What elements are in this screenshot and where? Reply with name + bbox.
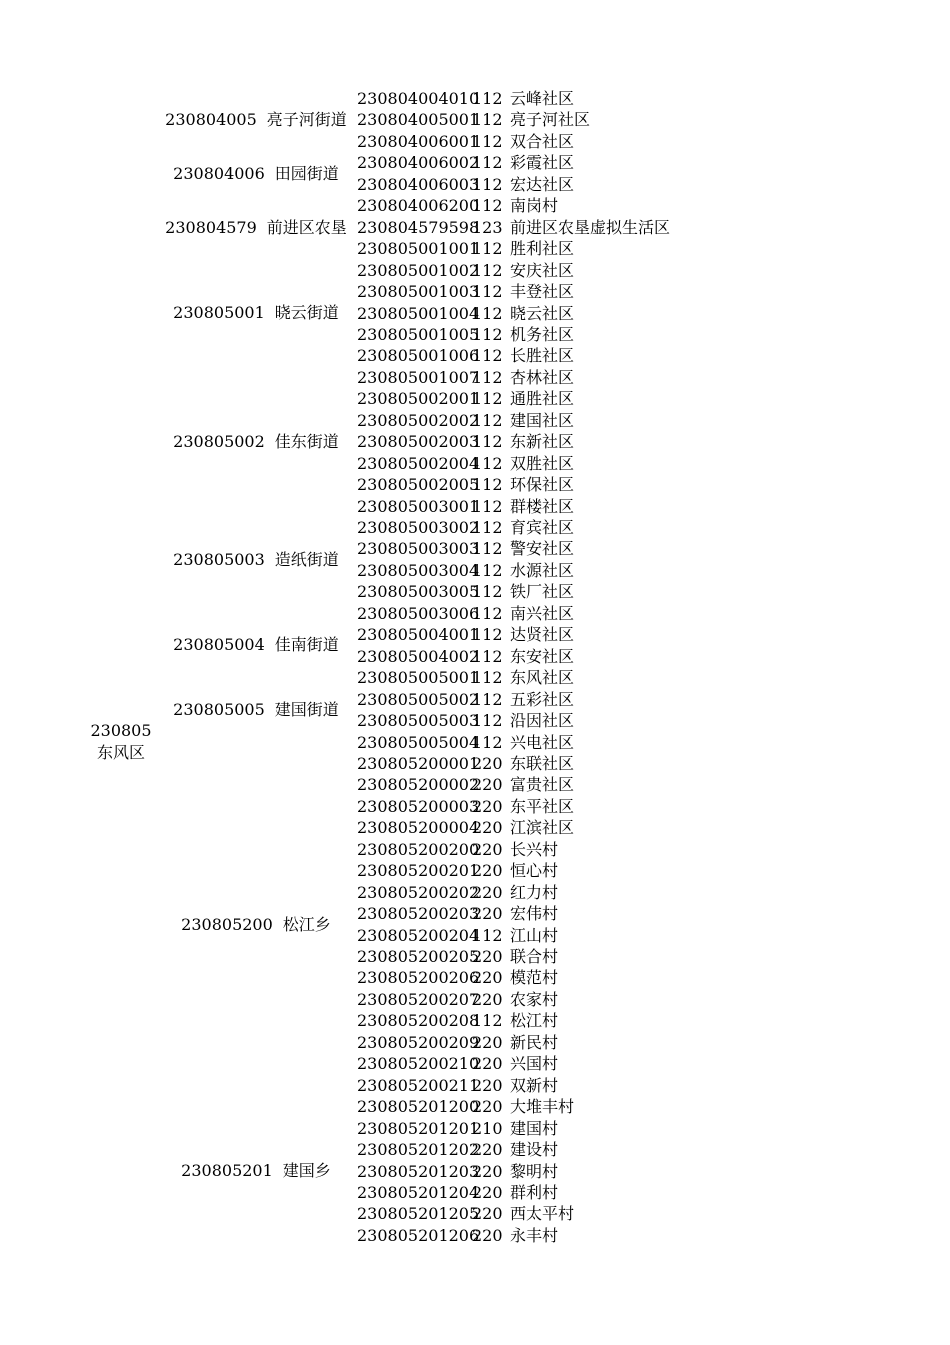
community-code: 230805201200 [357,1097,480,1117]
community-name: 南岗村 [510,196,559,216]
community-code: 230805201204 [357,1182,480,1202]
community-name: 联合村 [510,947,559,966]
subdistrict-label [160,624,352,667]
urban-rural-type: 112 [472,518,503,537]
urban-rural-type: 112 [472,174,503,194]
subdistrict-label [160,238,352,388]
community-code: 230805200204 [357,925,480,945]
urban-rural-type: 220 [472,775,503,795]
table-row [357,1225,558,1246]
urban-rural-type: 220 [472,1054,503,1074]
community-code: 230805005002 [357,689,480,709]
community-code: 230805001002 [357,260,480,280]
table-row [357,388,574,409]
urban-rural-type: 220 [472,968,503,988]
district-label [80,720,162,764]
subdistrict-name: 田园街道 [274,163,339,183]
table-row [357,689,574,710]
subdistrict-label [160,109,352,130]
urban-rural-type: 112 [472,453,503,473]
table-row [357,753,574,774]
table-row [357,989,558,1010]
community-code: 230805005004 [357,732,480,752]
table-row [357,882,558,903]
community-code: 230805200003 [357,796,480,816]
subdistrict-code: 230805005 [173,700,265,720]
table-row [357,217,670,238]
urban-rural-type: 112 [472,303,503,323]
urban-rural-type: 112 [472,496,503,516]
community-code: 230805004002 [357,646,480,666]
community-code: 230805200206 [357,968,480,988]
table-row [357,195,558,216]
subdistrict-code: 230805002 [173,432,265,452]
community-code: 230804579598 [357,217,480,237]
community-name: 西太平村 [510,1204,575,1224]
table-row [357,732,574,753]
urban-rural-type: 220 [472,1140,503,1160]
community-name: 达贤社区 [510,625,575,645]
community-code: 230804006200 [357,196,480,216]
table-row [357,260,574,281]
community-code: 230804005001 [357,110,480,130]
urban-rural-type: 210 [472,1118,503,1138]
subdistrict-label [160,1096,352,1246]
urban-rural-type: 112 [472,475,503,495]
urban-rural-type: 112 [472,1011,503,1031]
table-row [357,946,558,967]
table-row [357,860,558,881]
community-code: 230805200202 [357,882,480,902]
subdistrict-name: 建国乡 [282,1161,331,1181]
community-name: 五彩社区 [510,689,575,709]
subdistrict-name: 佳南街道 [274,635,339,655]
community-code: 230805201206 [357,1225,480,1245]
community-code: 230805201203 [357,1161,480,1181]
urban-rural-type: 112 [472,282,503,302]
urban-rural-type: 112 [472,668,503,688]
urban-rural-type: 220 [472,1161,503,1181]
subdistrict-label [160,217,352,238]
urban-rural-type: 112 [472,153,503,173]
urban-rural-type: 112 [472,539,503,559]
community-code: 230804006002 [357,153,480,173]
urban-rural-type: 112 [472,260,503,280]
community-name: 亮子河社区 [510,110,591,130]
table-row [357,131,574,152]
table-row [357,431,574,452]
table-row [357,1139,558,1160]
urban-rural-type: 112 [472,410,503,430]
urban-rural-type: 112 [472,389,503,409]
table-row [357,560,574,581]
community-code: 230805003002 [357,518,480,537]
subdistrict-code: 230804005 [165,110,257,130]
urban-rural-type: 220 [472,947,503,966]
community-name: 群楼社区 [510,496,575,516]
subdistrict-label [160,131,352,217]
table-row [357,581,574,602]
community-name: 兴国村 [510,1054,559,1074]
urban-rural-type: 112 [472,646,503,666]
table-row [357,109,590,130]
urban-rural-type: 220 [472,796,503,816]
urban-rural-type: 112 [472,432,503,452]
subdistrict-code: 230805201 [181,1161,273,1181]
table-row [357,839,558,860]
community-name: 晓云社区 [510,303,575,323]
urban-rural-type: 112 [472,560,503,580]
community-code: 230805002004 [357,453,480,473]
subdistrict-label [160,753,352,1096]
community-code: 230805201205 [357,1204,480,1224]
community-name: 建设村 [510,1140,559,1160]
community-name: 黎明村 [510,1161,559,1181]
community-name: 双合社区 [510,131,575,151]
district-name: 东风区 [96,743,145,763]
table-row [357,710,574,731]
subdistrict-label [160,388,352,495]
community-name: 东新社区 [510,432,575,452]
community-code: 230804006003 [357,174,480,194]
table-row [357,281,574,302]
table-row [357,1118,558,1139]
community-name: 宏达社区 [510,174,575,194]
community-code: 230805003005 [357,582,480,602]
community-name: 东联社区 [510,753,575,773]
table-row [357,410,574,431]
community-name: 东安社区 [510,646,575,666]
urban-rural-type: 220 [472,753,503,773]
community-code: 230805005001 [357,668,480,688]
subdistrict-code: 230804006 [173,163,265,183]
community-name: 长胜社区 [510,346,575,366]
urban-rural-type: 220 [472,1225,503,1245]
community-code: 230805002005 [357,475,480,495]
community-name: 农家村 [510,989,559,1009]
community-name: 东风社区 [510,668,575,688]
community-code: 230805200200 [357,839,480,859]
community-code: 230805200208 [357,1011,480,1031]
community-name: 双胜社区 [510,453,575,473]
table-row [357,624,574,645]
community-code: 230805200209 [357,1032,480,1052]
urban-rural-type: 112 [472,925,503,945]
subdistrict-code: 230805001 [173,303,265,323]
urban-rural-type: 220 [472,989,503,1009]
table-row [357,796,574,817]
table-row [357,345,574,366]
community-name: 彩霞社区 [510,153,575,173]
community-code: 230805001006 [357,346,480,366]
table-row [357,453,574,474]
subdistrict-code: 230805200 [181,914,273,934]
subdistrict-name: 佳东街道 [274,432,339,452]
community-code: 230805002003 [357,432,480,452]
community-code: 230805001004 [357,303,480,323]
community-name: 大堆丰村 [510,1097,575,1117]
community-name: 胜利社区 [510,239,575,259]
community-name: 环保社区 [510,475,575,495]
community-name: 富贵社区 [510,775,575,795]
community-code: 230805002001 [357,389,480,409]
urban-rural-type: 112 [472,131,503,151]
community-name: 水源社区 [510,560,575,580]
table-row [357,817,574,838]
community-name: 铁厂社区 [510,582,575,602]
table-row [357,967,558,988]
table-row [357,603,574,624]
community-code: 230805001003 [357,282,480,302]
community-code: 230805200004 [357,818,480,838]
community-name: 长兴村 [510,839,559,859]
table-row [357,1161,558,1182]
subdistrict-label [160,496,352,625]
table-row [357,903,558,924]
community-name: 前进区农垦虚拟生活区 [510,217,671,237]
table-row [357,174,574,195]
community-code: 230805200207 [357,989,480,1009]
table-row [357,517,574,538]
urban-rural-type: 112 [472,582,503,602]
community-code: 230805201202 [357,1140,480,1160]
urban-rural-type: 112 [472,346,503,366]
community-code: 230805004001 [357,625,480,645]
community-code: 230805200211 [357,1075,480,1095]
community-name: 丰登社区 [510,282,575,302]
subdistrict-label [160,667,352,753]
community-name: 恒心村 [510,861,559,881]
community-code: 230805200205 [357,947,480,966]
community-code: 230805001005 [357,324,480,344]
community-name: 建国社区 [510,410,575,430]
community-name: 安庆社区 [510,260,575,280]
community-name: 沿因社区 [510,711,575,731]
community-code: 230805200002 [357,775,480,795]
table-row [357,1203,574,1224]
community-code: 230805200203 [357,904,480,924]
urban-rural-type: 112 [472,89,503,108]
table-row [357,1096,574,1117]
community-code: 230805003003 [357,539,480,559]
table-row [357,1010,558,1031]
urban-rural-type: 112 [472,732,503,752]
community-code: 230805001001 [357,239,480,259]
urban-rural-type: 220 [472,1204,503,1224]
urban-rural-type: 220 [472,839,503,859]
urban-rural-type: 220 [472,818,503,838]
subdistrict-code: 230805004 [173,635,265,655]
table-row [357,303,574,324]
table-row [357,1032,558,1053]
table-row [357,474,574,495]
subdistrict-name: 造纸街道 [274,549,339,569]
table-row [357,88,574,109]
urban-rural-type: 112 [472,239,503,259]
community-code: 230805005003 [357,711,480,731]
urban-rural-type: 220 [472,904,503,924]
table-row [357,496,574,517]
urban-rural-type: 220 [472,1182,503,1202]
community-code: 230804004010 [357,89,480,108]
subdistrict-name: 建国街道 [274,700,339,720]
community-name: 东平社区 [510,796,575,816]
subdistrict-name: 亮子河街道 [266,110,347,130]
community-code: 230805200210 [357,1054,480,1074]
urban-rural-type: 220 [472,1075,503,1095]
subdistrict-code: 230805003 [173,549,265,569]
urban-rural-type: 112 [472,324,503,344]
community-name: 南兴社区 [510,603,575,623]
urban-rural-type: 112 [472,711,503,731]
community-name: 松江村 [510,1011,559,1031]
table-row [357,774,574,795]
urban-rural-type: 123 [472,217,503,237]
urban-rural-type: 112 [472,367,503,387]
community-name: 模范村 [510,968,559,988]
community-name: 双新村 [510,1075,559,1095]
subdistrict-name: 晓云街道 [274,303,339,323]
community-name: 永丰村 [510,1225,559,1245]
community-code: 230805003004 [357,560,480,580]
community-name: 江山村 [510,925,559,945]
community-code: 230805201201 [357,1118,480,1138]
table-row [357,538,574,559]
table-row [357,1053,558,1074]
subdistrict-name: 前进区农垦 [266,217,347,237]
community-name: 育宾社区 [510,518,575,537]
community-name: 通胜社区 [510,389,575,409]
table-row [357,238,574,259]
urban-rural-type: 220 [472,1032,503,1052]
table-row [357,367,574,388]
community-name: 宏伟村 [510,904,559,924]
subdistrict-name: 松江乡 [282,914,331,934]
community-name: 建国村 [510,1118,559,1138]
community-name: 云峰社区 [510,89,575,108]
community-code: 230805001007 [357,367,480,387]
table-row [357,1182,558,1203]
urban-rural-type: 112 [472,689,503,709]
community-name: 红力村 [510,882,559,902]
community-code: 230805003006 [357,603,480,623]
community-name: 机务社区 [510,324,575,344]
community-code: 230805200201 [357,861,480,881]
table-row [357,1075,558,1096]
community-name: 江滨社区 [510,818,575,838]
subdistrict-code: 230804579 [165,217,257,237]
district-code: 230805 [90,721,152,741]
urban-rural-type: 220 [472,1097,503,1117]
table-row [357,324,574,345]
table-row [357,667,574,688]
urban-rural-type: 112 [472,603,503,623]
community-name: 群利村 [510,1182,559,1202]
community-code: 230805003001 [357,496,480,516]
urban-rural-type: 112 [472,110,503,130]
community-code: 230805002002 [357,410,480,430]
community-name: 警安社区 [510,539,575,559]
table-row [357,152,574,173]
community-name: 杏林社区 [510,367,575,387]
urban-rural-type: 112 [472,196,503,216]
community-name: 新民村 [510,1032,559,1052]
table-row [357,925,558,946]
community-name: 兴电社区 [510,732,575,752]
urban-rural-type: 220 [472,882,503,902]
urban-rural-type: 112 [472,625,503,645]
community-code: 230805200001 [357,753,480,773]
table-row [357,646,574,667]
urban-rural-type: 220 [472,861,503,881]
community-code: 230804006001 [357,131,480,151]
